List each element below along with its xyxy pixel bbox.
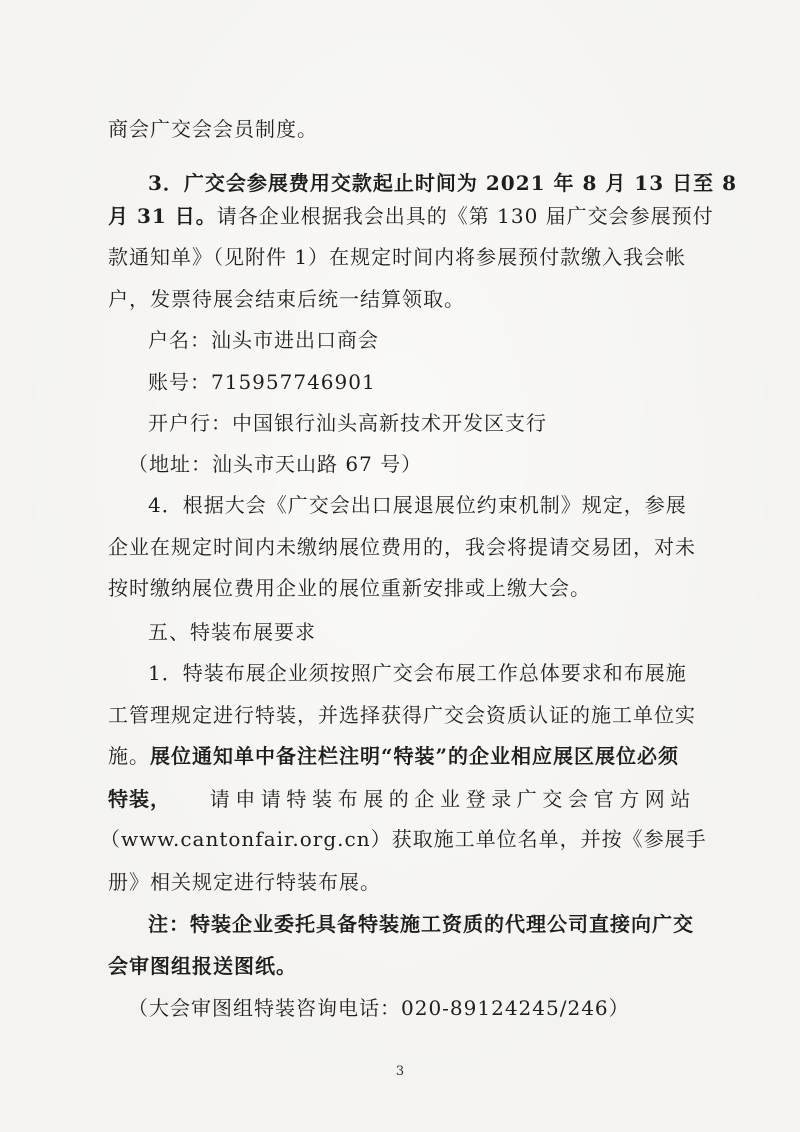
account-number: 账号：715957746901 xyxy=(148,370,376,394)
section-heading: 五、特装布展要求 xyxy=(148,620,316,644)
paragraph-line xyxy=(148,169,748,197)
text-segment: 施。 xyxy=(108,744,150,768)
bold-text: 特装， xyxy=(108,787,171,811)
page-number: 3 xyxy=(395,1064,405,1079)
bold-text: 3．广交会参展费用交款起止时间为 2021 年 8 月 13 日至 8 xyxy=(148,171,737,195)
paragraph-line: 商会广交会会员制度。 xyxy=(108,117,318,141)
text-segment: 请各企业根据我会出具的《第 130 届广交会参展预付 xyxy=(216,204,714,228)
bold-text: 月 31 日。 xyxy=(108,204,217,228)
text-segment: 请申请特装布展的企业登录广交会官方网站 xyxy=(209,787,696,811)
paragraph-line: 工管理规定进行特装，并选择获得广交会资质认证的施工单位实 xyxy=(108,703,696,727)
bank-address: （地址：汕头市天山路 67 号） xyxy=(128,452,423,476)
bank-name: 开户行：中国银行汕头高新技术开发区支行 xyxy=(148,411,547,435)
paragraph-line xyxy=(108,785,696,813)
note-line: 会审图组报送图纸。 xyxy=(108,954,297,978)
paragraph-line: 款通知单》（见附件 1）在规定时间内将参展预付款缴入我会帐 xyxy=(108,245,687,269)
consult-phone: （大会审图组特装咨询电话：020-89124245/246） xyxy=(128,996,630,1020)
paragraph-line xyxy=(108,742,708,770)
paragraph-line: （www.cantonfair.org.cn）获取施工单位名单，并按《参展手 xyxy=(100,827,707,851)
note-line: 注：特装企业委托具备特装施工资质的代理公司直接向广交 xyxy=(148,912,694,936)
paragraph-line: 户，发票待展会结束后统一结算领取。 xyxy=(108,287,465,311)
paragraph-line xyxy=(108,202,714,230)
paragraph-line: 1．特装布展企业须按照广交会布展工作总体要求和布展施 xyxy=(148,661,687,685)
paragraph-line: 按时缴纳展位费用企业的展位重新安排或上缴大会。 xyxy=(108,576,591,600)
account-name: 户名：汕头市进出口商会 xyxy=(148,328,379,352)
bold-text: 展位通知单中备注栏注明“特装”的企业相应展区展位必须 xyxy=(150,744,680,768)
paragraph-line: 册》相关规定进行特装布展。 xyxy=(108,870,381,894)
paragraph-line: 4．根据大会《广交会出口展退展位约束机制》规定，参展 xyxy=(148,493,687,517)
paragraph-line: 企业在规定时间内未缴纳展位费用的，我会将提请交易团，对未 xyxy=(108,535,696,559)
